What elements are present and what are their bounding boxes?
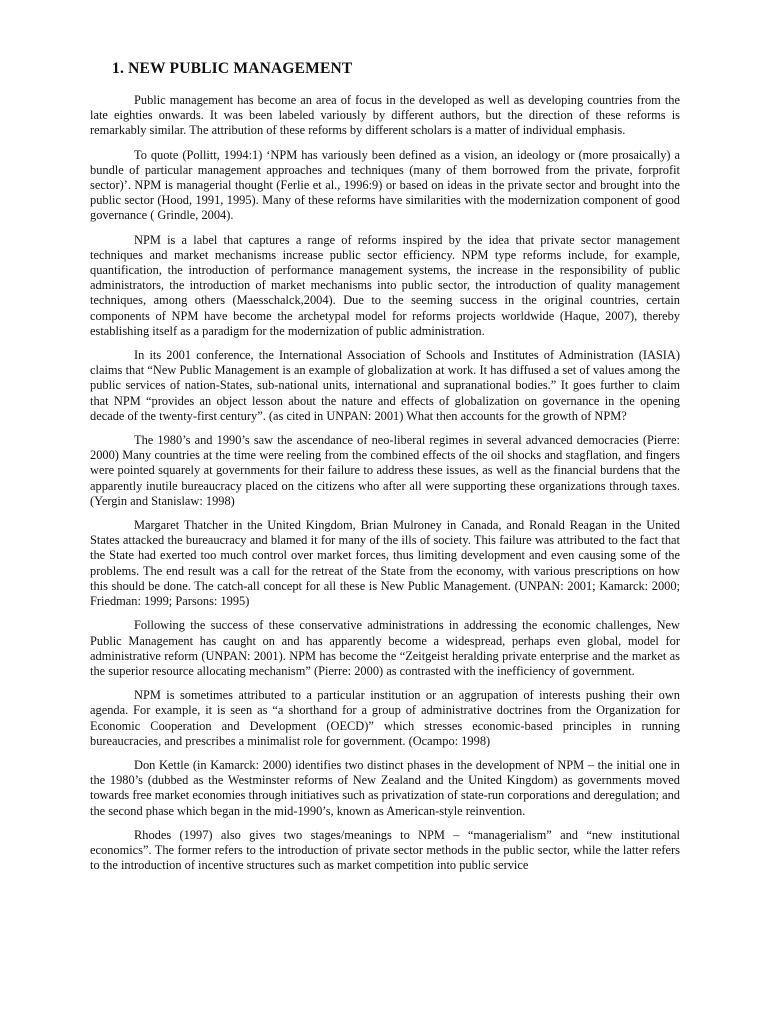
paragraph-5: The 1980’s and 1990’s saw the ascendance of neo-liberal regimes in several advanced democracies (Pierre: 2000) Many countries at the time were reeling from the combined effects of the oil shocks and stagflation, and fingers were pointed squarely at governments for their failure to address these issues, as well as the financial burdens that the apparently inutile bureaucracy placed on the citizens who after all were supporting these organizations through taxes. (Yergin and Stanislaw: 1998): [90, 433, 680, 508]
section-heading: 1. NEW PUBLIC MANAGEMENT: [112, 60, 353, 77]
paragraph-4: In its 2001 conference, the International Association of Schools and Institutes of Administration (IASIA) claims that “New Public Management is an example of globalization at work. It has diffused a set of values among the public services of nation-States, sub-national units, international and supranational bodies.” It goes further to claim that NPM “provides an object lesson about the nature and effects of globalization on governance in the opening decade of the twenty-first century”. (as cited in UNPAN: 2001) What then accounts for the growth of NPM?: [90, 348, 680, 423]
paragraph-6: Margaret Thatcher in the United Kingdom, Brian Mulroney in Canada, and Ronald Reagan in the United States attacked the bureaucracy and blamed it for many of the ills of society. This failure was attributed to the fact that the State had exerted too much control over market forces, thus limiting development and even causing some of the problems. The end result was a call for the retreat of the State from the economy, with various prescriptions on how this should be done. The catch-all concept for all these is New Public Management. (UNPAN: 2001; Kamarck: 2000; Friedman: 1999; Parsons: 1995): [90, 518, 680, 609]
paragraph-8: NPM is sometimes attributed to a particular institution or an aggrupation of interests pushing their own agenda. For example, it is seen as “a shorthand for a group of administrative doctrines from the Organization for Economic Cooperation and Development (OECD)” which stresses economic-based principles in running bureaucracies, and prescribes a minimalist role for government. (Ocampo: 1998): [90, 688, 680, 748]
paragraph-2: To quote (Pollitt, 1994:1) ‘NPM has variously been defined as a vision, an ideology or (more prosaically) a bundle of particular management approaches and techniques (many of them borrowed from the private, forprofit sector)’. NPM is managerial thought (Ferlie et al., 1996:9) or based on ideas in the private sector and brought into the public sector (Hood, 1991, 1995). Many of these reforms have similarities with the modernization component of good governance ( Grindle, 2004).: [90, 147, 680, 223]
paragraph-3: NPM is a label that captures a range of reforms inspired by the idea that private sector management techniques and market mechanisms increase public sector efficiency. NPM type reforms include, for example, quantification, the introduction of performance management systems, the increase in the responsibility of public administrators, the introduction of market mechanisms into public sector, the introduction of quality management techniques, among others (Maesschalck,2004). Due to the seeming success in the original countries, certain components of NPM have become the archetypal model for reforms projects worldwide (Haque, 2007), thereby establishing itself as a paradigm for the modernization of public administration.: [90, 232, 680, 338]
paragraph-9: Don Kettle (in Kamarck: 2000) identifies two distinct phases in the development of NPM – the initial one in the 1980’s (dubbed as the Westminster reforms of New Zealand and the United Kingdom) as governments moved towards free market economies through initiatives such as privatization of state-run corporations and deregulation; and the second phase which began in the mid-1990’s, known as American-style reinvention.: [90, 757, 680, 818]
paragraph-7: Following the success of these conservative administrations in addressing the economic challenges, New Public Management has caught on and has apparently become a widespread, perhaps even global, model for administrative reform (UNPAN: 2001). NPM has become the “Zeitgeist heralding private enterprise and the market as the superior resource allocating mechanism” (Pierre: 2000) as contrasted with the inefficiency of government.: [90, 618, 680, 678]
paragraph-10: Rhodes (1997) also gives two stages/meanings to NPM – “managerialism” and “new institutional economics”. The former refers to the introduction of private sector methods in the public sector, while the latter refers to the introduction of incentive structures such as market competition into public service: [90, 827, 680, 873]
paragraph-1: Public management has become an area of focus in the developed as well as developing countries from the late eighties onwards. It was been labeled variously by different authors, but the direction of these reforms is remarkably similar. The attribution of these reforms by different scholars is a matter of individual emphasis.: [90, 93, 680, 138]
